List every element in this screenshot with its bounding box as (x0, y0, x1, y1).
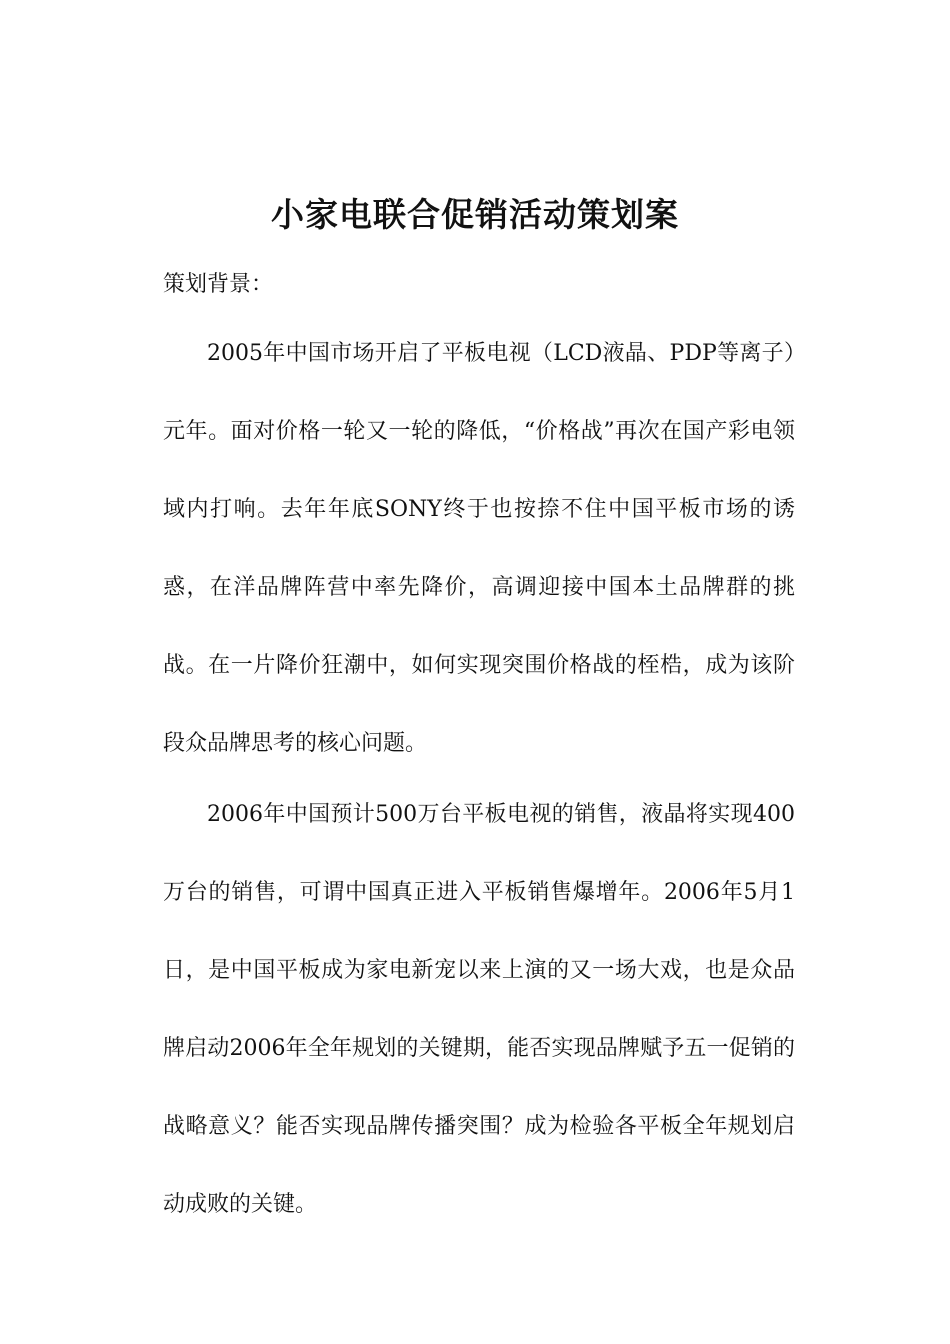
paragraph-2: 2006年中国预计500万台平板电视的销售，液晶将实现400万台的销售，可谓中国真正进入平板销售爆增年。2006年5月1日，是中国平板成为家电新宠以来上演的又一场大戏，也是众品牌启动2006年全年规划的关键期，能否实现品牌赋予五一促销的战略意义？能否实现品牌传播突围？成为检验各平板全年规划启动成败的关键。 (163, 802, 795, 1217)
section-label-background: 策划背景： (163, 272, 274, 297)
document-title: 小家电联合促销活动策划案 (271, 195, 679, 234)
paragraph-1: 2005年中国市场开启了平板电视（LCD液晶、PDP等离子）元年。面对价格一轮又一轮的降低，“价格战”再次在国产彩电领域内打响。去年年底SONY终于也按捺不住中国平板市场的诱惑，在洋品牌阵营中率先降价，高调迎接中国本土品牌群的挑战。在一片降价狂潮中，如何实现突围价格战的桎梏，成为该阶段众品牌思考的核心问题。 (163, 341, 795, 756)
